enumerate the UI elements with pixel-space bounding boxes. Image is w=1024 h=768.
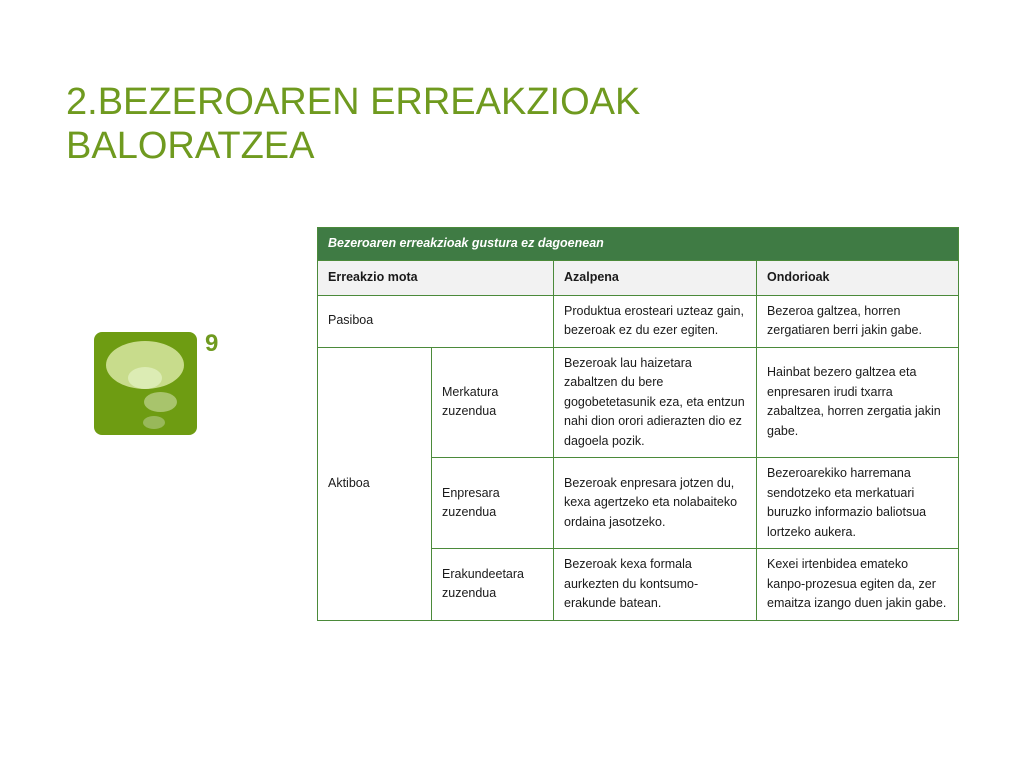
cell-subtype: Erakundeetara zuzendua <box>432 549 554 621</box>
reactions-table <box>317 227 959 621</box>
large-bubble-highlight <box>128 367 162 389</box>
cell-type-aktiboa: Aktiboa <box>318 347 432 620</box>
small-bubble <box>143 416 165 429</box>
table-row <box>318 347 959 458</box>
cell-azalpena: Bezeroak lau haizetara zabaltzen du bere gogobetetasunik eza, eta entzun nahi dion orori adierazten dio ez dagoela pozik. <box>554 347 757 458</box>
cell-ondorioak: Kexei irtenbidea emateko kanpo-prozesua egiten da, zer emaitza izango duen jakin gabe. <box>757 549 959 621</box>
cell-ondorioak: Bezeroarekiko harremana sendotzeko eta merkatuari buruzko informazio baliotsua lortzeko aukera. <box>757 458 959 549</box>
table-header-row <box>318 260 959 295</box>
cell-ondorioak: Bezeroa galtzea, horren zergatiaren berri jakin gabe. <box>757 295 959 347</box>
header-ondorioak: Ondorioak <box>757 260 959 295</box>
header-azalpena: Azalpena <box>554 260 757 295</box>
header-erreakzio-mota: Erreakzio mota <box>318 260 554 295</box>
cell-subtype: Merkatura zuzendua <box>432 347 554 458</box>
cell-subtype: Enpresara zuzendua <box>432 458 554 549</box>
cell-type-pasiboa: Pasiboa <box>318 295 554 347</box>
speech-bubbles-icon <box>94 332 197 435</box>
table-caption-row <box>318 228 959 261</box>
medium-bubble <box>144 392 177 412</box>
cell-azalpena: Bezeroak enpresara jotzen du, kexa agertzeko eta nolabaiteko ordaina jasotzeko. <box>554 458 757 549</box>
table-caption: Bezeroaren erreakzioak gustura ez dagoenean <box>318 228 959 261</box>
slide-title-line2: BALORATZEA <box>66 125 315 167</box>
table-row <box>318 295 959 347</box>
slide-number: 9 <box>205 330 219 357</box>
cell-azalpena: Produktua erosteari uzteaz gain, bezeroak ez du ezer egiten. <box>554 295 757 347</box>
cell-ondorioak: Hainbat bezero galtzea eta enpresaren irudi txarra zabaltzea, horren zergatia jakin gabe. <box>757 347 959 458</box>
slide-title-line1: 2.BEZEROAREN ERREAKZIOAK <box>66 81 641 123</box>
cell-azalpena: Bezeroak kexa formala aurkezten du kontsumo-erakunde batean. <box>554 549 757 621</box>
slide-title <box>66 80 766 168</box>
